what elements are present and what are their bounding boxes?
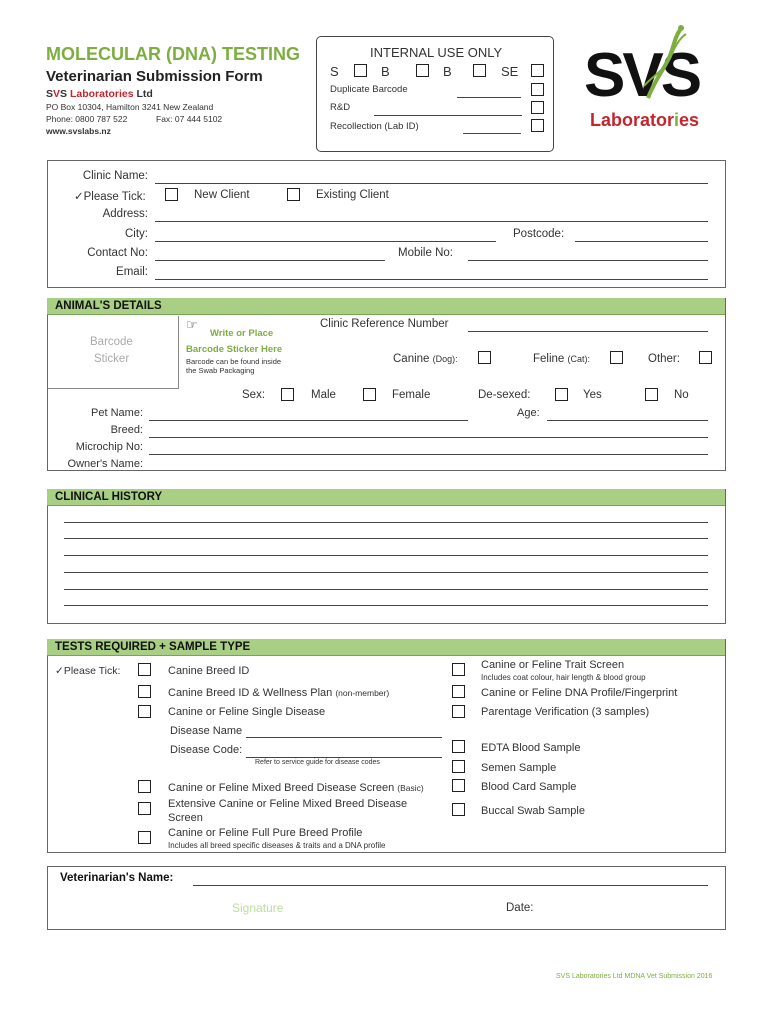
parentage-checkbox[interactable]: [452, 705, 465, 718]
clinic-name-label: Clinic Name:: [82, 170, 148, 182]
dna-profile-label: Canine or Feline DNA Profile/Fingerprint: [481, 687, 678, 699]
single-disease-label: Canine or Feline Single Disease: [168, 706, 326, 718]
mixed-basic-sub: (Basic): [397, 783, 424, 793]
duplicate-barcode-line[interactable]: [457, 97, 521, 98]
other-label: Other:: [648, 353, 680, 365]
desexed-label: De-sexed:: [478, 389, 531, 401]
semen-checkbox[interactable]: [452, 760, 465, 773]
clinical-history-line[interactable]: [64, 589, 708, 590]
tests-tick-icon: ✓: [55, 665, 64, 677]
microchip-input[interactable]: [149, 454, 708, 455]
clinic-ref-label: Clinic Reference Number: [320, 318, 449, 330]
trait-label: Canine or Feline Trait Screen: [481, 659, 625, 671]
parentage-label: Parentage Verification (3 samples): [481, 706, 650, 718]
form-subtitle: Veterinarian Submission Form: [46, 68, 263, 85]
company-name: [46, 88, 153, 100]
new-client-label: New Client: [194, 189, 250, 201]
animal-heading: ANIMAL'S DETAILS: [47, 298, 725, 315]
mixed-basic-checkbox[interactable]: [138, 780, 151, 793]
clinical-history-line[interactable]: [64, 605, 708, 606]
canine-checkbox[interactable]: [478, 351, 491, 364]
disease-name-input[interactable]: [246, 737, 442, 738]
tests-please-tick-label: Please Tick:: [63, 665, 121, 677]
internal-col-b1: B: [381, 64, 390, 79]
write-place-label: Write or Place: [210, 328, 274, 339]
postcode-input[interactable]: [575, 241, 708, 242]
email-label: Email:: [116, 266, 148, 278]
clinical-history-line[interactable]: [64, 538, 708, 539]
mixed-basic-text: Canine or Feline Mixed Breed Disease Screen: [168, 782, 395, 794]
company-phone: Phone: 0800 787 522: [46, 114, 128, 124]
rd-label: R&D: [330, 102, 351, 113]
age-label: Age:: [517, 407, 540, 419]
disease-name-label: Disease Name: [170, 725, 243, 737]
clinical-heading: CLINICAL HISTORY: [47, 489, 725, 506]
breed-id-checkbox[interactable]: [138, 663, 151, 676]
existing-client-checkbox[interactable]: [287, 188, 300, 201]
breed-wellness-checkbox[interactable]: [138, 685, 151, 698]
breed-wellness-sub: (non-member): [335, 688, 390, 698]
sex-label: Sex:: [242, 389, 266, 401]
trait-sub: Includes coat colour, hair length & blood group: [481, 673, 646, 682]
clinic-please-tick-label: Please Tick:: [83, 191, 146, 203]
internal-s-checkbox[interactable]: [354, 64, 367, 77]
logo-sub-red: i: [674, 110, 680, 130]
address-input[interactable]: [155, 221, 708, 222]
breed-wellness-label: [168, 687, 389, 699]
barcode-found-1: Barcode can be found inside: [186, 357, 282, 366]
clinical-section: [47, 489, 726, 624]
canine-label: [393, 353, 458, 365]
feline-checkbox[interactable]: [610, 351, 623, 364]
internal-col-s: S: [330, 64, 339, 79]
rd-checkbox[interactable]: [531, 101, 544, 114]
pure-breed-label: Canine or Feline Full Pure Breed Profile: [168, 827, 363, 839]
edta-label: EDTA Blood Sample: [481, 742, 581, 754]
clinical-history-line[interactable]: [64, 555, 708, 556]
company-name-v: V: [53, 88, 61, 100]
company-name-s2: S: [60, 88, 68, 100]
microchip-label: Microchip No:: [75, 441, 143, 453]
recollection-checkbox[interactable]: [531, 119, 544, 132]
signature-field[interactable]: Signature: [232, 901, 284, 915]
canine-sub: (Dog):: [432, 354, 458, 364]
date-label: Date:: [506, 902, 534, 914]
internal-b2-checkbox[interactable]: [473, 64, 486, 77]
tests-heading: TESTS REQUIRED + SAMPLE TYPE: [47, 639, 725, 656]
male-checkbox[interactable]: [281, 388, 294, 401]
logo-sub-post: es: [679, 110, 700, 130]
breed-wellness-text: Canine Breed ID & Wellness Plan: [168, 687, 333, 699]
address-label: Address:: [102, 208, 148, 220]
pointing-hand-icon: ☞: [186, 317, 198, 332]
semen-label: Semen Sample: [481, 762, 557, 774]
new-client-checkbox[interactable]: [165, 188, 178, 201]
clinical-history-line[interactable]: [64, 522, 708, 523]
blood-card-checkbox[interactable]: [452, 779, 465, 792]
extensive-label-2: Screen: [168, 812, 203, 824]
canine-text: Canine: [393, 353, 430, 365]
internal-col-b2: B: [443, 64, 452, 79]
male-label: Male: [311, 389, 336, 401]
feline-text: Feline: [533, 353, 565, 365]
mobile-input[interactable]: [468, 260, 708, 261]
extensive-checkbox[interactable]: [138, 802, 151, 815]
recollection-label: Recollection (Lab ID): [330, 121, 419, 132]
barcode-label-2: Sticker: [94, 353, 130, 365]
pet-name-label: Pet Name:: [91, 407, 143, 419]
pure-breed-sub: Includes all breed specific diseases & traits and a DNA profile: [168, 841, 386, 850]
barcode-here-label: Barcode Sticker Here: [186, 344, 283, 355]
clinic-please-tick: [74, 189, 146, 203]
tests-please-tick: [55, 665, 120, 677]
company-fax: Fax: 07 444 5102: [156, 114, 223, 124]
buccal-label: Buccal Swab Sample: [481, 805, 585, 817]
extensive-label-1: Extensive Canine or Feline Mixed Breed Disease: [168, 798, 408, 810]
internal-col-se: SE: [501, 64, 519, 79]
single-disease-checkbox[interactable]: [138, 705, 151, 718]
disease-code-input[interactable]: [246, 757, 442, 758]
pet-name-input[interactable]: [149, 420, 468, 421]
clinic-ref-input[interactable]: [468, 331, 708, 332]
dna-dot-icon: [678, 25, 684, 31]
form-title: MOLECULAR (DNA) TESTING: [46, 44, 300, 64]
logo-text: SVS: [584, 41, 700, 110]
company-name-s: S: [46, 88, 54, 100]
feline-sub: (Cat):: [567, 354, 591, 364]
company-name-lab: Laboratories: [69, 88, 134, 100]
svs-logo: [582, 20, 722, 130]
company-website: www.svslabs.nz: [46, 126, 111, 136]
contact-input[interactable]: [155, 260, 385, 261]
footer-text: SVS Laboratories Ltd MDNA Vet Submission 2016: [556, 973, 713, 980]
disease-code-hint: Refer to service guide for disease codes: [255, 759, 380, 766]
barcode-label-1: Barcode: [90, 336, 133, 348]
desexed-yes-checkbox[interactable]: [555, 388, 568, 401]
internal-b1-checkbox[interactable]: [416, 64, 429, 77]
vet-name-input[interactable]: [193, 885, 708, 886]
clinical-history-line[interactable]: [64, 572, 708, 573]
clinic-name-input[interactable]: [155, 183, 708, 184]
company-name-ltd: Ltd: [136, 88, 153, 100]
logo-sub-pre: Laborator: [590, 110, 675, 130]
internal-use-title: INTERNAL USE ONLY: [370, 45, 503, 60]
postcode-label: Postcode:: [513, 228, 565, 240]
barcode-found-2: the Swab Packaging: [186, 366, 255, 375]
city-label: City:: [125, 228, 148, 240]
owner-name-label: Owner's Name:: [67, 458, 143, 470]
vet-name-label: Veterinarian's Name:: [60, 872, 174, 884]
other-checkbox[interactable]: [699, 351, 712, 364]
edta-checkbox[interactable]: [452, 740, 465, 753]
clinic-section: [47, 160, 726, 288]
mobile-label: Mobile No:: [398, 247, 453, 259]
duplicate-barcode-label: Duplicate Barcode: [330, 84, 408, 95]
logo-subtext: [590, 110, 699, 130]
contact-label: Contact No:: [87, 247, 148, 259]
duplicate-barcode-checkbox[interactable]: [531, 83, 544, 96]
breed-label: Breed:: [110, 424, 143, 436]
pure-breed-checkbox[interactable]: [138, 831, 151, 844]
age-input[interactable]: [547, 420, 708, 421]
female-label: Female: [392, 389, 431, 401]
desexed-no-checkbox[interactable]: [645, 388, 658, 401]
breed-input[interactable]: [149, 437, 708, 438]
clinic-tick-icon: ✓: [74, 191, 84, 203]
desexed-no-label: No: [674, 389, 689, 401]
blood-card-label: Blood Card Sample: [481, 781, 577, 793]
dna-profile-checkbox[interactable]: [452, 685, 465, 698]
female-checkbox[interactable]: [363, 388, 376, 401]
breed-id-label: Canine Breed ID: [168, 665, 250, 677]
city-input[interactable]: [155, 241, 496, 242]
email-input[interactable]: [155, 279, 708, 280]
existing-client-label: Existing Client: [316, 189, 389, 201]
recollection-line[interactable]: [463, 133, 521, 134]
feline-label: [533, 353, 590, 365]
buccal-checkbox[interactable]: [452, 803, 465, 816]
internal-se-checkbox[interactable]: [531, 64, 544, 77]
mixed-basic-label: [168, 782, 424, 794]
disease-code-label: Disease Code:: [170, 744, 243, 756]
desexed-yes-label: Yes: [583, 389, 602, 401]
rd-line[interactable]: [374, 115, 522, 116]
trait-checkbox[interactable]: [452, 663, 465, 676]
company-address: PO Box 10304, Hamilton 3241 New Zealand: [46, 102, 214, 112]
